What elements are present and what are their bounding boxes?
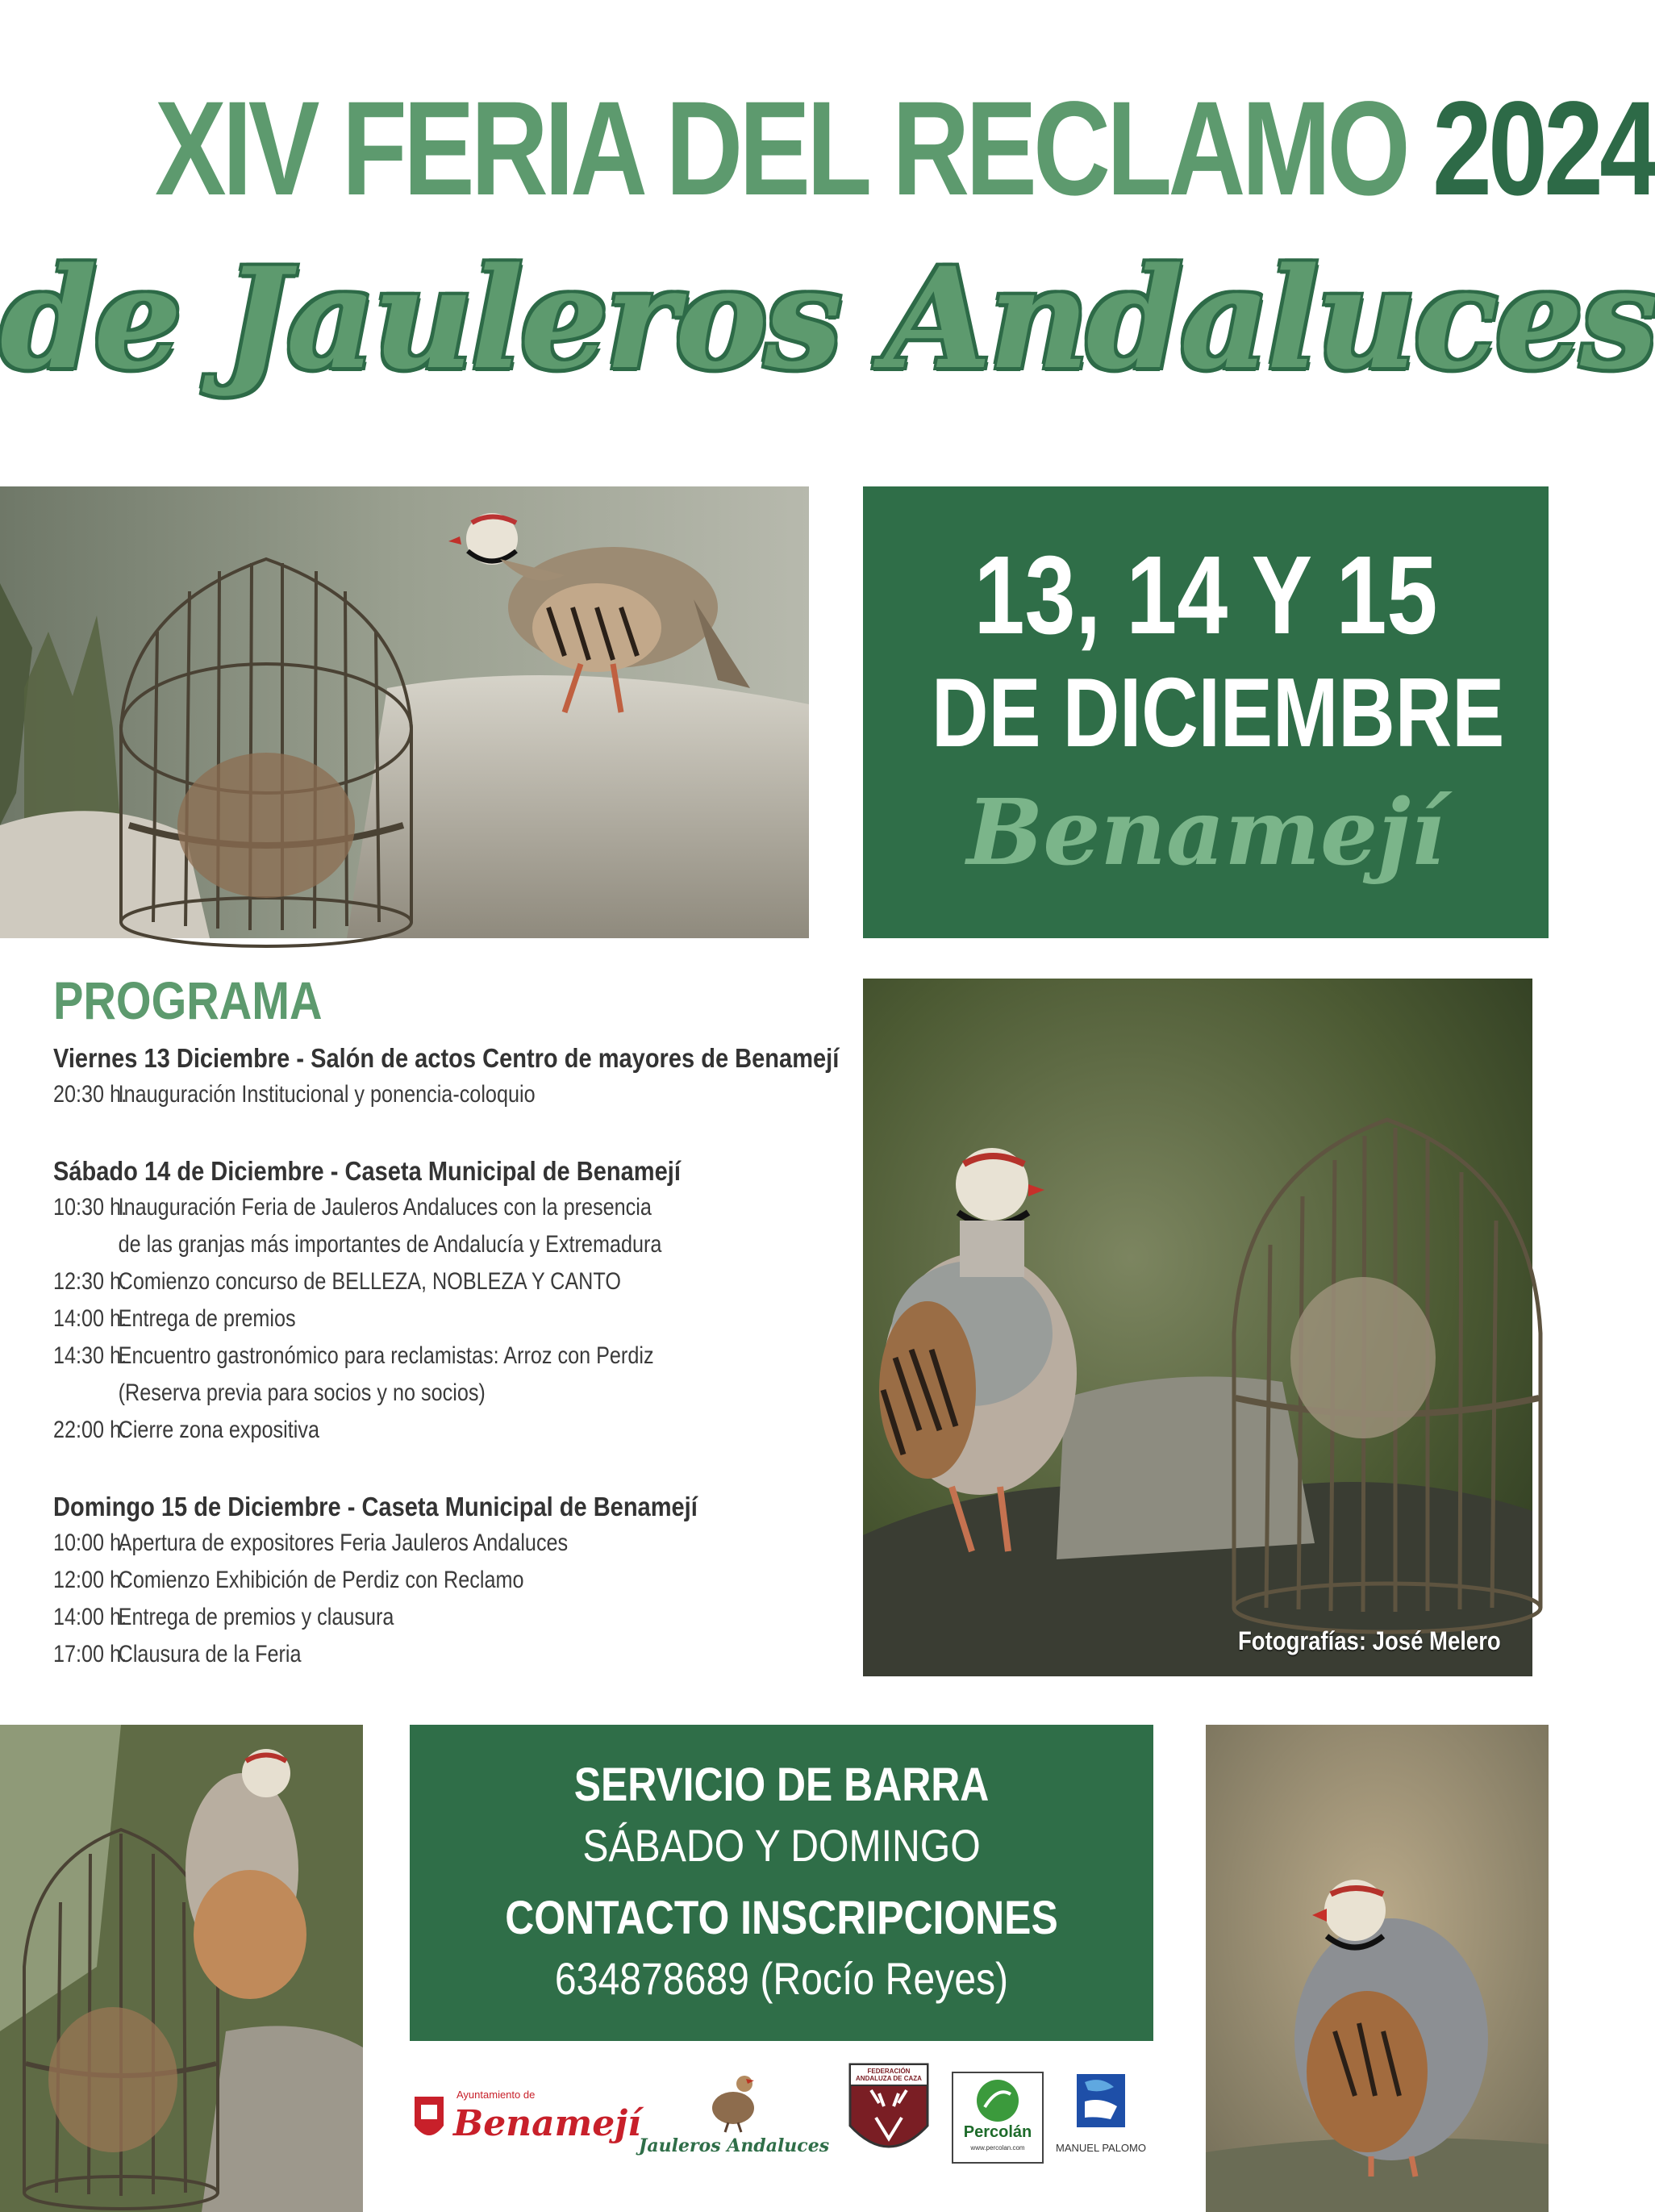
service-days: SÁBADO Y DOMINGO [582,1820,981,1871]
sponsor-percolan-url: www.percolan.com [970,2144,1025,2151]
logo-ayuntamiento-benameji [411,2085,641,2158]
sponsor-benameji: Benamejí [453,2103,641,2144]
logo-federacion-andaluza-caza [847,2061,931,2168]
schedule-item: 12:30 h.Comienzo concurso de BELLEZA, NOBLEZA Y CANTO [53,1268,621,1295]
photo-partridge-with-cage [863,979,1532,1676]
day-title: Sábado 14 de Diciembre - Caseta Municipal de Benamejí [53,1156,681,1186]
schedule-item: 20:30 h.Inauguración Institucional y ponencia-coloquio [53,1081,536,1108]
schedule-item: 14:30 h.Encuentro gastronómico para reclamistas: Arroz con Perdiz [53,1342,654,1369]
event-place: Benamejí [966,780,1445,886]
schedule-item: 10:00 h.Apertura de expositores Feria Jauleros Andaluces [53,1530,569,1556]
logo-manuel-palomo [1048,2069,1153,2166]
schedule-item: 10:30 h.Inauguración Feria de Jauleros Andaluces con la presencia [53,1194,652,1221]
leaf-icon [973,2078,1022,2123]
sponsor-jauleros: Jauleros Andaluces [638,2135,830,2156]
contact-phone: 634878689 (Rocío Reyes) [554,1953,1009,2004]
event-title [155,74,1655,223]
event-days: 13, 14 Y 15 [973,533,1438,657]
logo-jauleros-andaluces [633,2069,835,2166]
date-box [863,486,1549,938]
programa-list [53,1041,860,1673]
service-title: SERVICIO DE BARRA [573,1759,990,1811]
day-title: Domingo 15 de Diciembre - Caseta Municipal de Benamejí [53,1492,698,1521]
schedule-item-cont: de las granjas más importantes de Andalucía y Extremadura [118,1231,662,1258]
schedule-item-cont: (Reserva previa para socios y no socios) [118,1379,486,1406]
sponsor-federacion: FEDERACIÓN ANDALUZA DE CAZA [856,2068,922,2082]
schedule-item: 22:00 h.Cierre zona expositiva [53,1417,319,1443]
schedule-item: 14:00 h.Entrega de premios [53,1305,296,1332]
sponsor-percolan: Percolán [963,2123,1032,2141]
coat-of-arms-icon [411,2093,447,2145]
schedule-item: 17:00 h.Clausura de la Feria [53,1641,302,1667]
schedule-item: 12:00 h.Comienzo Exhibición de Perdiz con Reclamo [53,1567,524,1593]
event-month: DE DICIEMBRE [932,657,1505,767]
title-line1: XIV FERIA DEL RECLAMO [155,74,1407,223]
day-title: Viernes 13 Diciembre - Salón de actos Centro de mayores de Benamejí [53,1043,840,1073]
sponsor-benameji-small: Ayuntamiento de [456,2089,536,2101]
photo-partridge-standing [1206,1725,1549,2212]
photo-cage-two-partridges [0,1725,363,2212]
sponsor-palomo: MANUEL PALOMO [1056,2142,1146,2154]
photo-credit: Fotografías: José Melero [1238,1626,1501,1655]
schedule-item: 14:00 h.Entrega de premios y clausura [53,1604,394,1630]
title-year: 2024 [1432,74,1655,223]
contact-title: CONTACTO INSCRIPCIONES [505,1892,1058,1944]
partridge-icon [704,2069,761,2134]
photo-partridge-cage-rock [0,486,809,938]
service-box [410,1725,1153,2041]
palomo-icon [1069,2069,1133,2134]
event-subtitle: de Jauleros Andaluces [0,236,1655,400]
programa-heading: PROGRAMA [53,970,323,1030]
logo-percolan [952,2072,1044,2164]
